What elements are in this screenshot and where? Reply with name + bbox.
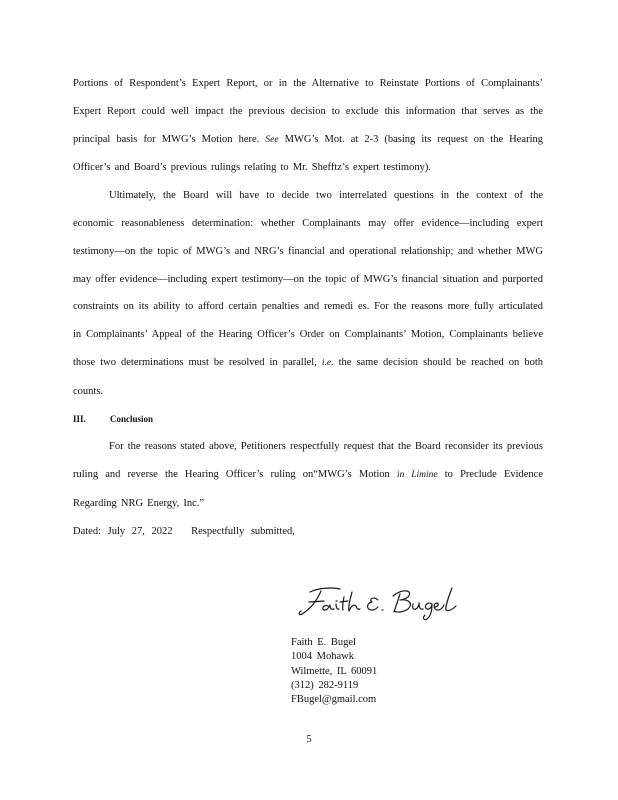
page-number: 5 [306,734,312,745]
latin-phrase: in Limine [396,470,438,481]
citation-signal: See [265,134,279,145]
paragraph-text: Portions of Respondent’s Expert Report, or in the Alternative to Reinstate Portions of Complainants’ Expert Report could well impact the previous decision to exclude this information that serves as the principal basis for MWG’s Motion here. [73,78,543,145]
paragraph-text: Ultimately, the Board will have to decide two interrelated questions in the context of the economic reasonableness determination: whether Complainants may offer evidence—including expert testimony—on the topic of MWG’s and NRG’s financial and operational relationship; and whether MWG may offer evidence—including expert testimony—on the topic of MWG’s financial situation and purported constraints on its ability to afford certain penalties and remedi es. For the reasons more fully articulated in Complainants’ Appeal of the Hearing Officer’s Order on Complainants’ Motion, Complainants believe those two determinations must be resolved in parallel, [73,190,543,368]
signer-email: FBugel@gmail.com [291,694,377,706]
section-title: Conclusion [110,413,154,424]
handwritten-signature [296,582,466,622]
closing-phrase: Respectfully submitted, [191,525,295,537]
paragraph-text: For the reasons stated above, Petitioners respectfully request that the Board reconsider its previous ruling and reverse the Hearing Officer’s ruling on“MWG’s Motion [73,441,543,481]
signature-block [291,636,377,707]
latin-abbreviation: i.e. [321,357,334,368]
dated-label: Dated: [73,525,101,537]
document-body [73,70,543,546]
signer-name: Faith E. Bugel [291,637,356,648]
dated-line [73,518,543,546]
section-heading-conclusion [73,406,543,434]
filing-date: July 27, 2022 [107,525,173,537]
paragraph-motion-basis [73,70,543,182]
signer-phone: (312) 282-9119 [291,679,359,691]
paragraph-interrelated-questions [73,182,543,405]
paragraph-text: MWG’s Mot. at 2-3 (basing its request on the Hearing Officer’s and Board’s previous rulings relating to Mr. Shefftz’s expert testimony). [73,133,543,174]
paragraph-text: to Preclude Evidence Regarding NRG Energy, Inc.” [73,469,544,509]
section-number: III. [73,413,86,424]
paragraph-conclusion [73,433,543,517]
signer-street: 1004 Mohawk [291,651,354,663]
paragraph-text: the same decision should be reached on both counts. [73,356,544,397]
signer-city: Wilmette, IL 60091 [291,665,378,677]
